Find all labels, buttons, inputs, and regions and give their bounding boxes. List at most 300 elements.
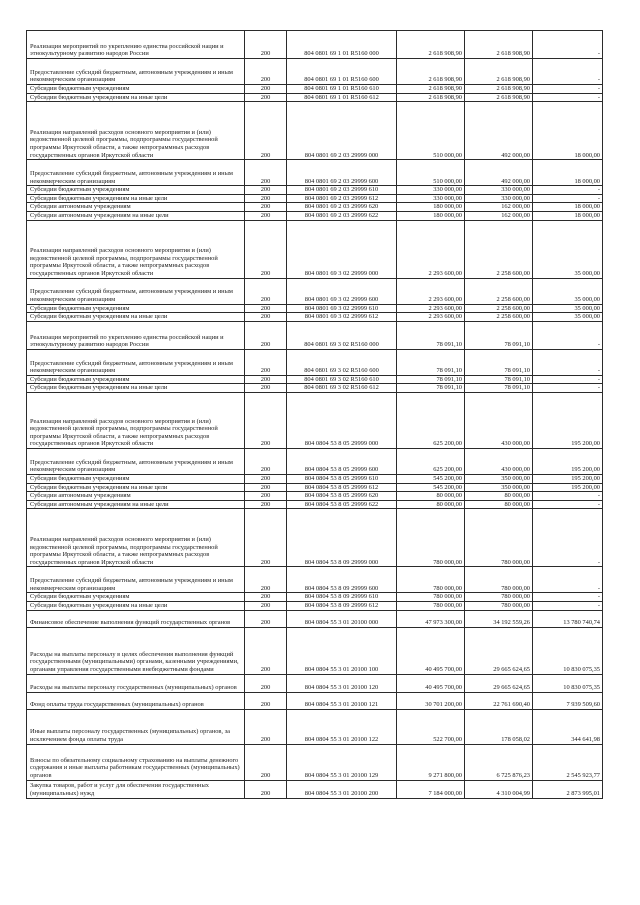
row-done-text: 350 000,00 <box>501 474 530 482</box>
row-code-text: 200 <box>260 735 271 743</box>
row-kbk-cell <box>287 349 397 375</box>
row-plan-cell <box>397 59 465 85</box>
row-name-cell <box>27 102 245 160</box>
row-plan-text: 522 700,00 <box>433 735 462 743</box>
row-rest-cell <box>533 709 603 744</box>
row-name-text: Взносы по обязательному социальному страхованию на выплаты денежного содержания и иные выплаты работникам государственных (муниципальных) органов <box>30 756 240 779</box>
row-plan-text: 80 000,00 <box>436 500 462 508</box>
row-plan-text: 2 293 600,00 <box>428 304 462 312</box>
table-row <box>27 384 603 393</box>
row-plan-cell <box>397 304 465 313</box>
row-rest-cell <box>533 627 603 674</box>
row-plan-text: 180 000,00 <box>433 211 462 219</box>
row-name-cell <box>27 627 245 674</box>
row-rest-cell <box>533 448 603 474</box>
row-code-cell <box>245 321 287 349</box>
row-code-text: 200 <box>260 295 271 303</box>
row-plan-cell <box>397 483 465 492</box>
row-plan-text: 180 000,00 <box>433 203 462 211</box>
row-rest-text: 18 000,00 <box>574 151 600 159</box>
row-kbk-text: 804 0804 53 8 09 29999 612 <box>304 601 379 609</box>
row-code-text: 200 <box>260 50 271 58</box>
row-kbk-text: 804 0801 69 2 03 29999 000 <box>304 151 379 159</box>
row-name-text: Субсидии автономным учреждениям на иные цели <box>30 500 169 508</box>
row-code-text: 200 <box>260 466 271 474</box>
row-code-text: 200 <box>260 341 271 349</box>
row-name-cell <box>27 448 245 474</box>
row-kbk-cell <box>287 627 397 674</box>
row-done-cell <box>465 674 533 692</box>
row-done-cell <box>465 321 533 349</box>
row-kbk-cell <box>287 744 397 780</box>
row-rest-cell <box>533 31 603 59</box>
row-kbk-cell <box>287 692 397 709</box>
row-done-text: 350 000,00 <box>501 483 530 491</box>
table-row <box>27 674 603 692</box>
row-code-text: 200 <box>260 789 271 797</box>
row-code-text: 200 <box>260 85 271 92</box>
row-kbk-text: 804 0801 69 1 01 R5160 000 <box>304 50 379 58</box>
row-code-cell <box>245 601 287 610</box>
row-name-text: Предоставление субсидий бюджетным, автономным учреждениям и иным некоммерческим организациям <box>30 68 233 84</box>
row-code-cell <box>245 186 287 195</box>
row-done-text: 78 091,10 <box>504 384 530 392</box>
row-done-cell <box>465 349 533 375</box>
table-row <box>27 313 603 322</box>
row-name-text: Субсидии автономным учреждениям на иные цели <box>30 211 169 219</box>
row-name-cell <box>27 392 245 448</box>
row-code-cell <box>245 500 287 509</box>
row-kbk-cell <box>287 304 397 313</box>
table-row <box>27 500 603 509</box>
row-code-cell <box>245 567 287 593</box>
row-kbk-cell <box>287 220 397 278</box>
row-plan-cell <box>397 31 465 59</box>
row-code-text: 200 <box>260 483 271 491</box>
row-done-cell <box>465 375 533 384</box>
row-rest-text: - <box>597 367 600 375</box>
row-code-cell <box>245 349 287 375</box>
row-name-text: Субсидии бюджетным учреждениям <box>30 85 130 92</box>
row-plan-text: 780 000,00 <box>433 601 462 609</box>
row-name-text: Субсидии бюджетным учреждениям на иные цели <box>30 313 168 321</box>
row-done-cell <box>465 448 533 474</box>
row-code-cell <box>245 448 287 474</box>
row-name-cell <box>27 483 245 492</box>
table-row <box>27 194 603 203</box>
row-kbk-text: 804 0801 69 2 03 29999 612 <box>304 194 379 202</box>
row-code-cell <box>245 203 287 212</box>
row-rest-cell <box>533 744 603 780</box>
row-plan-cell <box>397 93 465 102</box>
row-rest-cell <box>533 93 603 102</box>
row-kbk-text: 804 0804 53 8 09 29999 000 <box>304 558 379 566</box>
row-rest-cell <box>533 349 603 375</box>
row-kbk-cell <box>287 474 397 483</box>
row-rest-text: 7 939 509,60 <box>566 700 600 708</box>
row-name-text: Фонд оплаты труда государственных (муниципальных) органов <box>30 700 204 708</box>
table-row <box>27 509 603 567</box>
row-name-text: Предоставление субсидий бюджетным, автономным учреждениям и иным некоммерческим организациям <box>30 288 233 303</box>
row-done-cell <box>465 474 533 483</box>
row-done-text: 34 192 559,26 <box>493 618 530 626</box>
row-name-cell <box>27 194 245 203</box>
row-rest-cell <box>533 492 603 501</box>
row-name-cell <box>27 601 245 610</box>
row-code-text: 200 <box>260 304 271 312</box>
row-code-text: 200 <box>260 683 271 691</box>
row-code-cell <box>245 509 287 567</box>
row-code-text: 200 <box>260 375 271 383</box>
row-kbk-text: 804 0801 69 2 03 29999 610 <box>304 186 379 194</box>
row-done-text: 2 258 600,00 <box>496 313 530 321</box>
row-kbk-cell <box>287 278 397 304</box>
row-kbk-cell <box>287 102 397 160</box>
row-rest-text: - <box>597 50 600 58</box>
table-row <box>27 610 603 627</box>
row-code-cell <box>245 593 287 602</box>
row-code-cell <box>245 709 287 744</box>
row-plan-cell <box>397 593 465 602</box>
row-kbk-text: 804 0801 69 2 03 29999 620 <box>304 203 379 211</box>
row-done-text: 2 618 908,90 <box>496 93 530 101</box>
row-code-text: 200 <box>260 500 271 508</box>
row-plan-cell <box>397 102 465 160</box>
row-code-text: 200 <box>260 151 271 159</box>
row-code-cell <box>245 627 287 674</box>
row-name-text: Субсидии автономным учреждениям <box>30 492 131 500</box>
row-plan-cell <box>397 744 465 780</box>
row-name-text: Предоставление субсидий бюджетным, автономным учреждениям и иным некоммерческим организациям <box>30 170 233 185</box>
row-kbk-text: 804 0804 55 3 01 20100 000 <box>304 618 379 626</box>
row-rest-cell <box>533 85 603 94</box>
row-done-cell <box>465 392 533 448</box>
row-rest-text: 10 830 075,35 <box>563 665 600 673</box>
row-rest-text: - <box>597 375 600 383</box>
row-code-text: 200 <box>260 269 271 277</box>
row-name-cell <box>27 692 245 709</box>
row-kbk-text: 804 0804 53 8 05 29999 600 <box>304 466 379 474</box>
row-rest-text: - <box>597 194 600 202</box>
row-kbk-cell <box>287 509 397 567</box>
row-name-cell <box>27 313 245 322</box>
row-done-text: 162 000,00 <box>501 211 530 219</box>
table-row <box>27 278 603 304</box>
row-done-cell <box>465 692 533 709</box>
row-kbk-text: 804 0801 69 3 02 R5160 612 <box>304 384 379 392</box>
row-plan-text: 80 000,00 <box>436 492 462 500</box>
row-name-cell <box>27 500 245 509</box>
row-name-cell <box>27 375 245 384</box>
table-row <box>27 483 603 492</box>
row-kbk-cell <box>287 321 397 349</box>
row-done-cell <box>465 102 533 160</box>
row-name-cell <box>27 321 245 349</box>
budget-table <box>26 30 603 799</box>
row-name-cell <box>27 220 245 278</box>
row-kbk-text: 804 0804 55 3 01 20100 120 <box>304 683 379 691</box>
table-row <box>27 601 603 610</box>
row-done-cell <box>465 500 533 509</box>
row-done-cell <box>465 211 533 220</box>
row-name-text: Субсидии бюджетным учреждениям на иные цели <box>30 384 168 392</box>
row-plan-cell <box>397 349 465 375</box>
row-done-text: 430 000,00 <box>501 440 530 448</box>
row-plan-text: 47 973 300,00 <box>425 618 462 626</box>
row-code-text: 200 <box>260 313 271 321</box>
row-done-text: 492 000,00 <box>501 177 530 185</box>
row-rest-cell <box>533 304 603 313</box>
row-plan-cell <box>397 492 465 501</box>
row-name-text: Субсидии бюджетным учреждениям <box>30 186 130 194</box>
row-code-cell <box>245 492 287 501</box>
row-code-text: 200 <box>260 492 271 500</box>
row-code-cell <box>245 304 287 313</box>
row-done-text: 780 000,00 <box>501 593 530 601</box>
row-done-text: 330 000,00 <box>501 194 530 202</box>
row-rest-cell <box>533 593 603 602</box>
row-name-cell <box>27 93 245 102</box>
row-code-cell <box>245 780 287 798</box>
row-done-text: 780 000,00 <box>501 584 530 592</box>
row-plan-text: 40 495 700,00 <box>425 665 462 673</box>
row-name-cell <box>27 186 245 195</box>
row-code-text: 200 <box>260 211 271 219</box>
row-plan-text: 7 184 000,00 <box>428 789 462 797</box>
row-rest-cell <box>533 610 603 627</box>
row-done-text: 162 000,00 <box>501 203 530 211</box>
row-rest-cell <box>533 483 603 492</box>
row-done-text: 492 000,00 <box>501 151 530 159</box>
row-done-text: 80 000,00 <box>504 500 530 508</box>
row-done-cell <box>465 567 533 593</box>
row-kbk-text: 804 0804 55 3 01 20100 200 <box>304 789 379 797</box>
table-row <box>27 85 603 94</box>
row-rest-cell <box>533 375 603 384</box>
row-done-cell <box>465 384 533 393</box>
row-name-cell <box>27 744 245 780</box>
row-name-text: Предоставление субсидий бюджетным, автономным учреждениям и иным некоммерческим организациям <box>30 359 233 375</box>
row-name-cell <box>27 674 245 692</box>
table-row <box>27 102 603 160</box>
row-done-cell <box>465 160 533 186</box>
row-plan-cell <box>397 601 465 610</box>
document-page <box>26 30 602 799</box>
row-done-cell <box>465 627 533 674</box>
row-code-text: 200 <box>260 584 271 592</box>
row-done-cell <box>465 601 533 610</box>
row-kbk-cell <box>287 780 397 798</box>
table-row <box>27 203 603 212</box>
row-plan-text: 780 000,00 <box>433 558 462 566</box>
row-kbk-text: 804 0804 53 8 05 29999 612 <box>304 483 379 491</box>
row-plan-cell <box>397 610 465 627</box>
row-rest-cell <box>533 567 603 593</box>
row-code-cell <box>245 474 287 483</box>
row-kbk-cell <box>287 59 397 85</box>
row-rest-text: 18 000,00 <box>574 203 600 211</box>
row-plan-text: 510 000,00 <box>433 151 462 159</box>
table-row <box>27 59 603 85</box>
row-rest-text: 35 000,00 <box>574 295 600 303</box>
row-rest-cell <box>533 321 603 349</box>
row-done-cell <box>465 780 533 798</box>
row-plan-text: 545 200,00 <box>433 483 462 491</box>
row-kbk-cell <box>287 601 397 610</box>
row-plan-cell <box>397 448 465 474</box>
row-code-text: 200 <box>260 601 271 609</box>
table-row <box>27 593 603 602</box>
row-kbk-text: 804 0801 69 1 01 R5160 600 <box>304 76 379 84</box>
row-rest-cell <box>533 102 603 160</box>
row-plan-cell <box>397 203 465 212</box>
row-code-text: 200 <box>260 440 271 448</box>
row-code-cell <box>245 160 287 186</box>
row-plan-cell <box>397 567 465 593</box>
row-kbk-text: 804 0804 53 8 05 29999 620 <box>304 492 379 500</box>
row-rest-text: 13 780 740,74 <box>563 618 600 626</box>
row-done-text: 178 058,02 <box>501 735 530 743</box>
row-done-cell <box>465 709 533 744</box>
row-rest-text: 195 200,00 <box>571 474 600 482</box>
row-name-cell <box>27 474 245 483</box>
row-kbk-text: 804 0804 55 3 01 20100 121 <box>304 700 379 708</box>
row-kbk-text: 804 0801 69 3 02 29999 612 <box>304 313 379 321</box>
row-rest-cell <box>533 509 603 567</box>
row-plan-cell <box>397 674 465 692</box>
row-code-text: 200 <box>260 474 271 482</box>
row-name-cell <box>27 59 245 85</box>
row-rest-text: 35 000,00 <box>574 304 600 312</box>
row-name-text: Закупка товаров, работ и услуг для обеспечения государственных (муниципальных) нужд <box>30 782 209 797</box>
row-name-cell <box>27 567 245 593</box>
row-rest-text: 35 000,00 <box>574 269 600 277</box>
row-code-text: 200 <box>260 558 271 566</box>
row-code-text: 200 <box>260 771 271 779</box>
row-kbk-text: 804 0801 69 2 03 29999 600 <box>304 177 379 185</box>
row-plan-cell <box>397 211 465 220</box>
row-done-text: 29 665 624,65 <box>493 683 530 691</box>
row-done-text: 430 000,00 <box>501 466 530 474</box>
row-name-cell <box>27 304 245 313</box>
row-plan-cell <box>397 194 465 203</box>
row-rest-text: 35 000,00 <box>574 313 600 321</box>
row-name-cell <box>27 278 245 304</box>
row-code-cell <box>245 93 287 102</box>
row-done-text: 29 665 624,65 <box>493 665 530 673</box>
table-row <box>27 692 603 709</box>
row-done-cell <box>465 610 533 627</box>
row-plan-text: 2 293 600,00 <box>428 313 462 321</box>
row-plan-text: 78 091,10 <box>436 367 462 375</box>
row-done-cell <box>465 186 533 195</box>
table-row <box>27 709 603 744</box>
row-code-cell <box>245 384 287 393</box>
row-done-cell <box>465 509 533 567</box>
row-name-text: Финансовое обеспечение выполнения функций государственных органов <box>30 618 231 626</box>
row-done-cell <box>465 194 533 203</box>
row-plan-cell <box>397 160 465 186</box>
row-name-text: Реализация направлений расходов основного мероприятия и (или) ведомственной целевой программы, подпрограммы государственной программы Иркутской области, а также непрограммных расходов государственных органов Иркутской области <box>30 247 218 277</box>
row-kbk-cell <box>287 93 397 102</box>
row-plan-cell <box>397 780 465 798</box>
row-plan-cell <box>397 384 465 393</box>
row-code-text: 200 <box>260 367 271 375</box>
row-plan-text: 510 000,00 <box>433 177 462 185</box>
table-row <box>27 160 603 186</box>
row-name-text: Иные выплаты персоналу государственных (муниципальных) органов, за исключением фонда оплаты труда <box>30 728 230 743</box>
row-kbk-text: 804 0801 69 3 02 29999 600 <box>304 295 379 303</box>
table-row <box>27 186 603 195</box>
row-kbk-cell <box>287 203 397 212</box>
row-name-text: Субсидии бюджетным учреждениям <box>30 304 130 312</box>
row-rest-cell <box>533 313 603 322</box>
row-name-text: Расходы на выплаты персоналу в целях обеспечения выполнения функций государственными (муниципальными) органами, казенными учреждениями, органами управления государственными внебюджетными фондами <box>30 650 239 673</box>
row-code-cell <box>245 59 287 85</box>
row-rest-cell <box>533 692 603 709</box>
row-name-cell <box>27 610 245 627</box>
row-code-text: 200 <box>260 194 271 202</box>
row-code-text: 200 <box>260 93 271 101</box>
row-rest-cell <box>533 474 603 483</box>
row-kbk-cell <box>287 313 397 322</box>
row-rest-cell <box>533 601 603 610</box>
row-kbk-text: 804 0801 69 3 02 R5160 000 <box>304 341 379 349</box>
table-row <box>27 627 603 674</box>
row-rest-text: - <box>597 500 600 508</box>
row-code-text: 200 <box>260 203 271 211</box>
row-kbk-text: 804 0804 53 8 05 29999 000 <box>304 440 379 448</box>
row-done-cell <box>465 59 533 85</box>
row-kbk-text: 804 0804 55 3 01 20100 129 <box>304 771 379 779</box>
row-rest-cell <box>533 203 603 212</box>
row-code-cell <box>245 85 287 94</box>
row-plan-text: 780 000,00 <box>433 593 462 601</box>
row-name-text: Субсидии бюджетным учреждениям на иные цели <box>30 483 168 491</box>
table-row <box>27 375 603 384</box>
row-kbk-text: 804 0801 69 3 02 29999 000 <box>304 269 379 277</box>
row-name-cell <box>27 709 245 744</box>
row-done-text: 2 618 908,90 <box>496 85 530 92</box>
row-name-text: Реализация направлений расходов основного мероприятия и (или) ведомственной целевой программы, подпрограммы государственной программы Иркутской области, а также непрограммных расходов государственных органов Иркутской области <box>30 128 218 159</box>
row-name-cell <box>27 211 245 220</box>
row-done-cell <box>465 313 533 322</box>
row-plan-text: 78 091,10 <box>436 375 462 383</box>
row-plan-cell <box>397 186 465 195</box>
row-plan-cell <box>397 392 465 448</box>
row-plan-text: 625 200,00 <box>433 440 462 448</box>
row-kbk-cell <box>287 593 397 602</box>
row-kbk-cell <box>287 194 397 203</box>
row-rest-text: 2 545 923,77 <box>566 771 600 779</box>
row-rest-text: 18 000,00 <box>574 177 600 185</box>
table-row <box>27 780 603 798</box>
table-row <box>27 349 603 375</box>
row-kbk-cell <box>287 160 397 186</box>
row-kbk-cell <box>287 85 397 94</box>
row-rest-text: - <box>597 384 600 392</box>
row-rest-cell <box>533 194 603 203</box>
row-name-text: Предоставление субсидий бюджетным, автономным учреждениям и иным некоммерческим организациям <box>30 458 233 474</box>
row-plan-text: 545 200,00 <box>433 474 462 482</box>
row-done-cell <box>465 593 533 602</box>
row-kbk-cell <box>287 567 397 593</box>
row-done-text: 80 000,00 <box>504 492 530 500</box>
row-plan-cell <box>397 709 465 744</box>
row-rest-text: - <box>597 558 600 566</box>
row-rest-cell <box>533 186 603 195</box>
table-row <box>27 392 603 448</box>
